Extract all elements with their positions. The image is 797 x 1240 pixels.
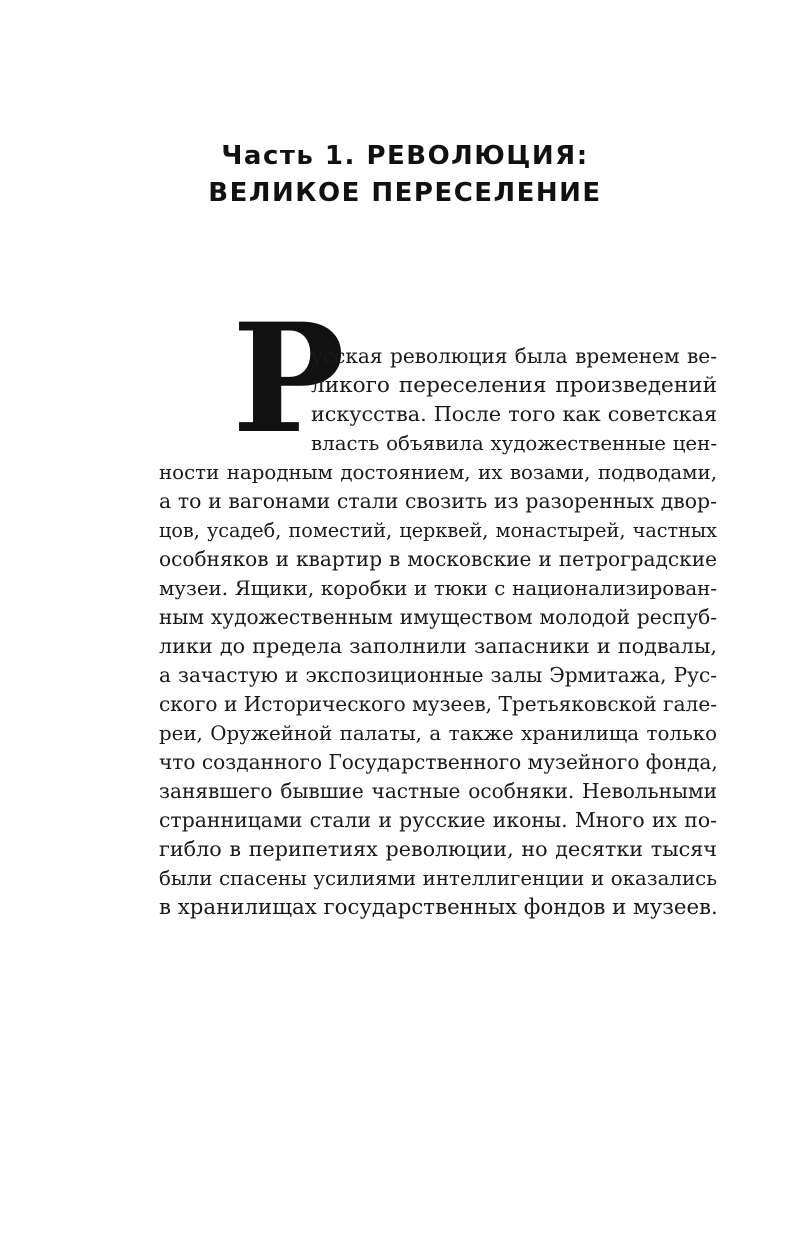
- chapter-heading: [160, 138, 650, 212]
- paragraph-line: власть объявила художественные цен-: [311, 432, 717, 455]
- paragraph-line: реи, Оружейной палаты, а также хранилища только: [159, 722, 717, 745]
- paragraph-line: лики до предела заполнили запасники и подвалы,: [159, 634, 717, 658]
- drop-cap: Р: [232, 291, 345, 467]
- paragraph-line: ликого переселения произведений: [311, 373, 717, 398]
- paragraph-line: занявшего бывшие частные особняки. Невольными: [159, 779, 717, 803]
- paragraph-line: в хранилищах государственных фондов и музеев.: [159, 895, 718, 920]
- paragraph-line: особняков и квартир в московские и петроградские: [159, 547, 717, 571]
- chapter-title-line-2: ВЕЛИКОЕ ПЕРЕСЕЛЕНИЕ: [208, 178, 602, 208]
- paragraph-line: а то и вагонами стали свозить из разоренных двор-: [159, 489, 717, 513]
- paragraph-line: искусства. После того как советская: [311, 402, 717, 426]
- paragraph-line: а зачастую и экспозиционные залы Эрмитажа, Рус-: [159, 663, 717, 687]
- paragraph-line: музеи. Ящики, коробки и тюки с национализирован-: [159, 577, 717, 600]
- paragraph-line: цов, усадеб, поместий, церквей, монастырей, частных: [159, 519, 717, 542]
- paragraph-line: что созданного Государственного музейного фонда,: [159, 750, 718, 774]
- paragraph-line: были спасены усилиями интеллигенции и оказались: [159, 867, 717, 890]
- chapter-title-line-1: Часть 1. РЕВОЛЮЦИЯ:: [221, 141, 589, 171]
- paragraph-line: ным художественным имуществом молодой респуб-: [159, 605, 717, 629]
- paragraph-line: гибло в перипетиях революции, но десятки тысяч: [159, 837, 717, 861]
- paragraph-line: странницами стали и русские иконы. Много их по-: [159, 808, 717, 832]
- paragraph-line: ности народным достоянием, их возами, подводами,: [159, 461, 717, 484]
- paragraph-line: усская революция была временем ве-: [311, 344, 717, 368]
- paragraph-line: ского и Исторического музеев, Третьяковской гале-: [159, 692, 717, 716]
